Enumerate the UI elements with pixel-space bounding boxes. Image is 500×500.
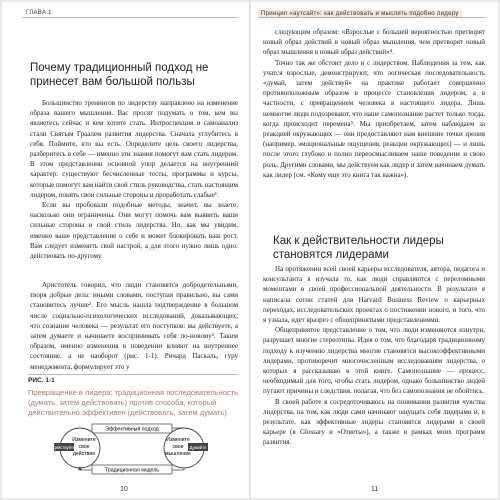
think-line-2: свое bbox=[172, 444, 184, 450]
act-line-3: действие bbox=[72, 451, 96, 457]
body-text-block bbox=[263, 27, 485, 180]
page-number: 11 bbox=[371, 486, 379, 493]
right-page bbox=[251, 2, 498, 498]
figure-caption: Превращение в лидера: традиционная последовательность (думать, затем действовать) против способа, который действительно эффективен (действовать, затем думать) bbox=[28, 388, 238, 417]
think-line-1: Измените bbox=[166, 437, 190, 443]
act-tag-label: Действуйте bbox=[52, 445, 76, 450]
left-page bbox=[2, 2, 249, 498]
traditional-model-label: Традиционная модель bbox=[105, 467, 159, 474]
header-rule bbox=[22, 17, 238, 18]
act-line-1: Измените bbox=[72, 437, 96, 443]
effective-approach-label: Эффективный подход bbox=[105, 426, 159, 433]
section-heading: Почему традиционный подход не принесет вам большой пользы bbox=[30, 62, 209, 88]
figure-label: РИС. 1-1 bbox=[28, 377, 55, 384]
body-text-block bbox=[30, 98, 238, 261]
header-rule bbox=[258, 17, 486, 18]
paragraph: Аристотель говорил, что люди становятся добродетельными, творя добрые дела: иными словами, поступая правильно, вы сами становитесь лучше². Его мысль нашла подтверждение в большом числе социально-психологических исследований, доказывающих, что сознание человека — результат его поступков: вы действуете, а затем думаете и начинаете воспринимать себя по-новому³. Таким образом, именно изменения в поведении влияют на внутреннее состояние, а не наоборот (рис. 1-1). Ричард Паскаль, гуру менеджмента, формулирует это у bbox=[30, 281, 238, 371]
page-number: 10 bbox=[120, 486, 128, 493]
figure-rule bbox=[28, 374, 238, 375]
section-heading: Как к действительности лидеры становятся лидерами bbox=[273, 235, 444, 261]
body-text-block bbox=[263, 264, 485, 448]
paragraph: Большинство тренингов по лидерству направлено на изменение образа вашего мышления. Вас просят подумать о том, кем вы являетесь сейчас и кем хотите стать. Интроспекция и самоанализ стали Святым Граалем развития лидерства. Сначала углубитесь в себя. Поймите, кто вы есть. Определите цель своего лидерства, разберитесь в себе — именно эти знания помогут вам стать лидером. В этом представлении основной упор делается на внутренний характер: существуют бесчисленные тесты, программы и курсы, которые помогут вам найти свой стиль руководства, стать настоящим лидером, понять свои сильные стороны и проработать слабые¹. bbox=[30, 99, 238, 199]
paragraph: В своей работе я сосредоточиваюсь на понимании развития чувства лидерства, на том, как люди сами начинают ощущать себя лидерами и, в результате, как эффективные лидеры становятся лидерами в своей карьере (в Glossary и «Ответы»), а также в рамках моих программ развития. bbox=[263, 397, 485, 447]
book-spread bbox=[2, 2, 498, 498]
act-line-2: свое bbox=[78, 444, 90, 450]
running-head: Принцип «аутсайт»: как действовать и мыслить подобно лидеру bbox=[258, 10, 462, 18]
think-line-3: мышление bbox=[164, 451, 192, 457]
running-head: ГЛАВА 1 bbox=[26, 10, 52, 16]
body-text-block bbox=[30, 280, 238, 372]
paragraph: Точно так же обстоит дело и с лидерством. Наблюдения за тем, как учатся взрослые, демонстрируют, что логическая последовательность «думай, затем действуй» на практике работает совершенно противоположным образом в процессе становления лидером, а в частности, с превращением человека в настоящего лидера. Лишь немногие люди подозревают, что наше самопознание растет только тогда, когда происходит перемена⁵. Мы приобретаем, затем наблюдаем за реакцией окружающих — они предоставляют нам внешние точки зрения (например, эмоциональные ощущения, реакции окружающих) — и лишь после этого глубоко и полно переосмысливаем наше поведение и свою роль. Другими словами, мы действуем как лидер и затем начинаем думать как лидер (см. «Кому еще это книга так важна»). bbox=[263, 58, 485, 179]
think-tag-label: Думайте bbox=[189, 445, 207, 450]
paragraph: следующим образом: «Взрослые с большей вероятностью претворят новый образ действий в новый образ мышления, чем претворят новый образ мышления в новый образ действий»⁴. bbox=[263, 28, 485, 57]
paragraph: На протяжении всей своей карьеры исследователя, автора, педагога и консультанта я изучала то, как люди справляются с переломными моментами в своей профессиональной деятельности. В результате я написала сотни статей для Harvard Business Review о карьерных переходах, исследовательских проектах о постижении нового, и того, что я узнала, идет вразрез с общепринятыми представлениями. bbox=[263, 265, 485, 325]
think-act-diagram bbox=[32, 420, 232, 476]
paragraph: Общепринятое представление о том, что люди изменяются изнутри, разрушает многие стереотипы. Идея о том, что благодаря традиционному подходу к изучению лидерства многие становятся высокоэффективными лидерами, противоречит многочисленным исследованиям лидерства, о которых я рассказываю в этой книге. Самопознание — процесс, необходимый для того, чтобы стать лидером, однако большинство людей путают причины и следствия, полагая, что без самопознания не обойтись. bbox=[263, 326, 485, 396]
paragraph: Если вы пробовали подобные методы, значит, вы знаете, насколько они ограничены. Они могут помочь вам выявить ваши сильные стороны и свой стиль лидерства. Но, как мы увидим, именно ваше представление о себе и может блокировать ваш рост. Вам следует изменить свой настрой, а для этого нужно лишь одно: действовать по-другому. bbox=[30, 201, 238, 261]
